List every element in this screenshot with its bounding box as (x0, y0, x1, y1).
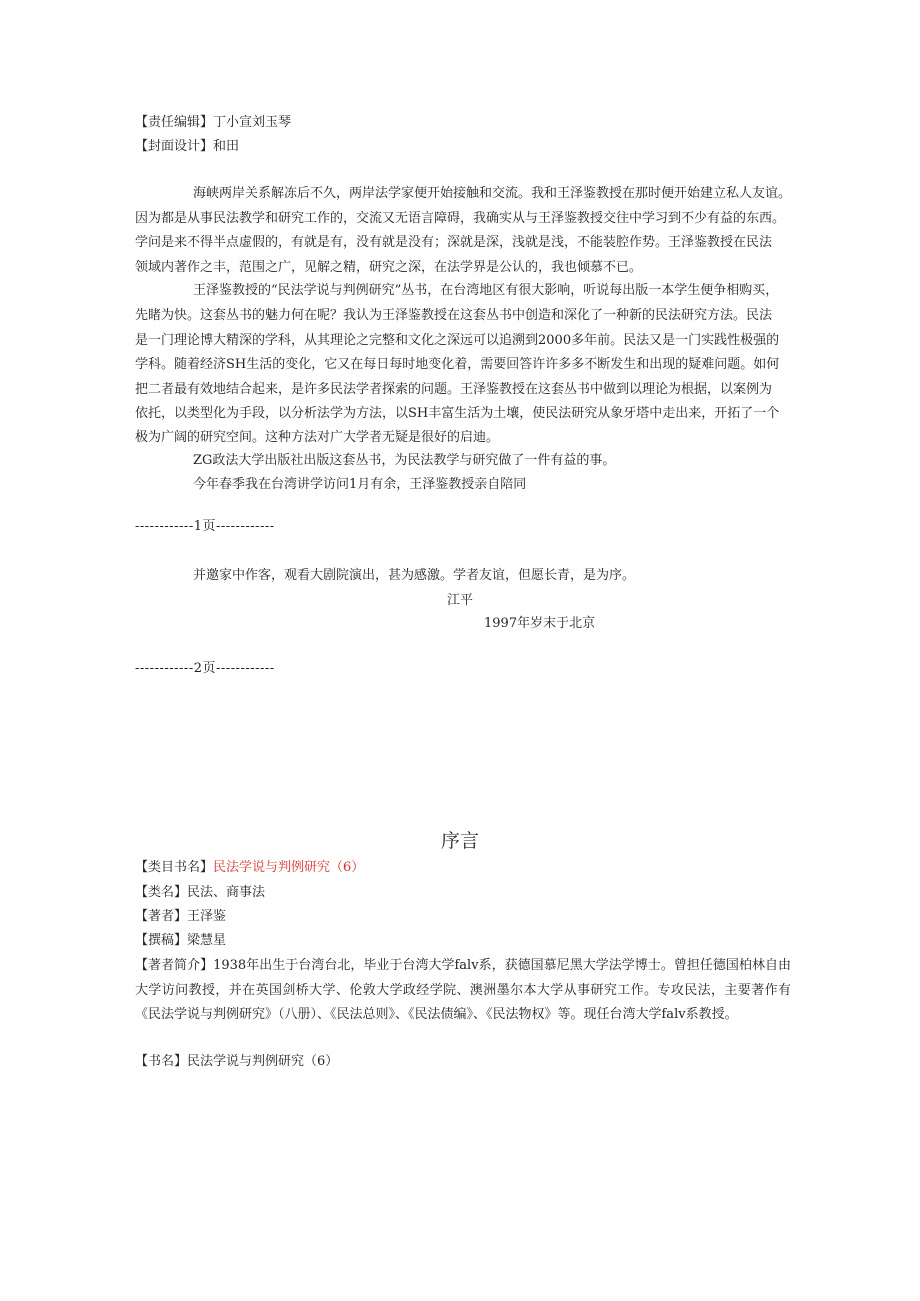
book-writer-value: 梁慧星 (187, 933, 227, 948)
credit-cover-design (135, 137, 239, 157)
author-bio (135, 954, 791, 1028)
book-author (135, 907, 226, 927)
credit-cover-value: 和田 (213, 139, 240, 154)
book-class-label: 【类名】 (135, 885, 188, 900)
book-writer-label: 【撰稿】 (135, 933, 188, 948)
book-category (135, 858, 364, 878)
credit-editor-value: 丁小宣刘玉琴 (213, 115, 292, 130)
signature-date: 1997年岁末于北京 (484, 616, 596, 631)
book-title-value: 民法学说与判例研究（6） (187, 1054, 339, 1069)
credit-editor-label: 【责任编辑】 (135, 115, 214, 130)
preface-line: 学问是来不得半点虚假的，有就是有，没有就是没有；深就是深，浅就是浅，不能装腔作势。王泽鉴教授在民法 (135, 235, 773, 250)
book-category-value: 民法学说与判例研究（6） (213, 860, 365, 875)
preface-line: 王泽鉴教授的“民法学说与判例研究”丛书，在台湾地区有很大影响，听说每出版一本学生便争相购买， (193, 283, 779, 298)
page2-text: 并邀家中作客，观看大剧院演出，甚为感激。学者友谊，但愿长青，是为序。 (193, 568, 636, 583)
preface-line: 今年春季我在台湾讲学访问1月有余，王泽鉴教授亲自陪同 (193, 477, 527, 492)
book-writer (135, 931, 226, 951)
preface-line: 极为广阔的研究空间。这种方法对广大学者无疑是很好的启迪。 (135, 430, 500, 445)
book-title-label: 【书名】 (135, 1054, 188, 1069)
book-author-label: 【著者】 (135, 909, 188, 924)
preface-line: 海峡两岸关系解冻后不久，两岸法学家便开始接触和交流。我和王泽鉴教授在那时便开始建立私人友谊。 (193, 186, 792, 201)
credit-editor (135, 113, 291, 133)
book-class (135, 883, 265, 903)
preface-line: 因为都是从事民法教学和研究工作的，交流又无语言障碍，我确实从与王泽鉴教授交往中学习到不少有益的东西。 (135, 211, 786, 226)
page-separator-1: ------------1页------------ (135, 519, 275, 534)
preface-line: 依托，以类型化为手段，以分析法学为方法，以SH丰富生活为土壤，使民法研究从象牙塔中走出来，开拓了一个 (135, 406, 780, 421)
preface-line: 领域内著作之丰，范围之广，见解之精，研究之深，在法学界是公认的，我也倾慕不已。 (135, 260, 643, 275)
preface-line: 是一门理论博大精深的学科，从其理论之完整和文化之深远可以追溯到2000多年前。民法又是一门实践性极强的 (135, 333, 780, 348)
book-class-value: 民法、商事法 (187, 885, 266, 900)
author-bio-text: 1938年出生于台湾台北，毕业于台湾大学falv系，获德国慕尼黑大学法学博士。曾担任德国柏林自由大学访问教授，并在英国剑桥大学、伦敦大学政经学院、澳洲墨尔本大学从事研究工作。专攻民法，主要著作有《民法学说与判例研究》（八册）、《民法总则》、《民法债编》、《民法物权》等。现任台湾大学falv系教授。 (135, 958, 791, 1022)
preface-line: 把二者最有效地结合起来，是许多民法学者探索的问题。王泽鉴教授在这套丛书中做到以理论为根据，以案例为 (135, 382, 773, 397)
book-title (135, 1052, 338, 1072)
preface-line: 学科。随着经济SH生活的变化，它又在每日每时地变化着，需要回答许许多多不断发生和出现的疑难问题。如何 (135, 357, 780, 372)
book-author-value: 王泽鉴 (187, 909, 227, 924)
author-bio-label: 【著者简介】 (135, 958, 214, 973)
section-title: 序言 (440, 830, 479, 852)
credit-cover-label: 【封面设计】 (135, 139, 214, 154)
page-separator-2: ------------2页------------ (135, 661, 275, 676)
book-category-label: 【类目书名】 (135, 860, 214, 875)
preface-line: ZG政法大学出版社出版这套丛书，为民法教学与研究做了一件有益的事。 (193, 453, 616, 468)
preface-line: 先睹为快。这套丛书的魅力何在呢？我认为王泽鉴教授在这套丛书中创造和深化了一种新的民法研究方法。民法 (135, 308, 773, 323)
signature-name: 江平 (447, 593, 474, 608)
